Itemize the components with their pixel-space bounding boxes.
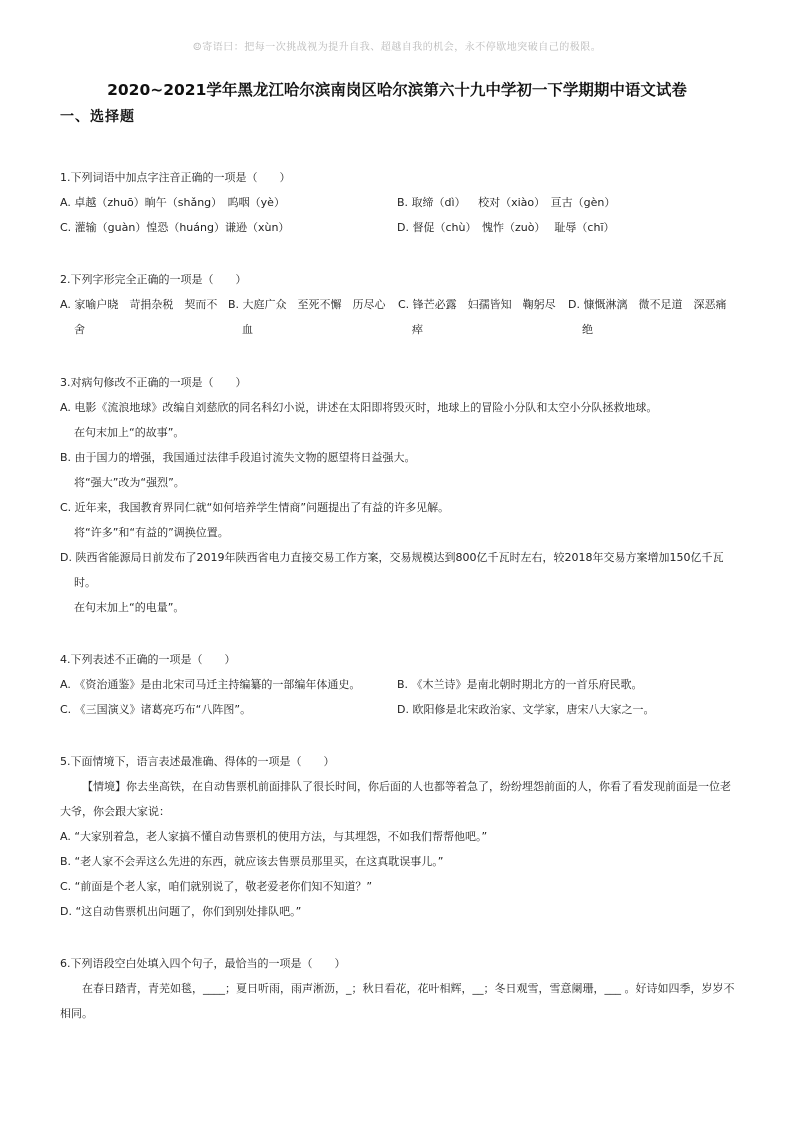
spacer [60,620,740,647]
question-stem: 5.下面情境下，语言表述最准确、得体的一项是（ ） [60,755,335,768]
question-5 [60,749,740,924]
option-c[interactable]: C. “前面是个老人家，咱们就别说了，敬老爱老你们知不知道？” [60,880,373,893]
passage-text: 在春日踏青，青芜如毯，____；夏日听雨，雨声淅沥，_；秋日看花，花叶相辉，__；冬日观雪，雪意阑珊，___ 。好诗如四季，岁岁不相同。 [60,982,735,1020]
situation-text: 【情境】你去坐高铁，在自动售票机前面排队了很长时间，你后面的人也都等着急了，纷纷埋怨前面的人，你看了看发现前面是一位老大爷，你会跟大家说： [60,780,731,818]
question-stem: 3.对病句修改不正确的一项是（ ） [60,376,247,389]
question-stem: 2.下列字形完全正确的一项是（ ） [60,273,247,286]
question-4 [60,647,740,722]
option-a[interactable]: A. 家喻户晓 苛捐杂税 契而不舍 [60,298,218,336]
option-d-fix: 在句末加上“的电量”。 [74,601,185,614]
question-stem: 6.下列语段空白处填入四个句子，最恰当的一项是（ ） [60,957,346,970]
spacer [60,240,740,267]
question-3 [60,370,740,620]
motto: ☺寄语曰：把每一次挑战视为提升自我、超越自我的机会，永不停歇地突破自己的极限。 [192,42,602,53]
option-b[interactable]: B. 《木兰诗》是南北朝时期北方的一首乐府民歌。 [397,678,643,691]
option-d[interactable]: D. 欧阳修是北宋政治家、文学家，唐宋八大家之一。 [397,703,655,716]
spacer [60,342,740,370]
option-c-fix: 将“许多”和“有益的”调换位置。 [74,526,229,539]
option-a[interactable]: A. 《资治通鉴》是由北宋司马迁主持编纂的一部编年体通史。 [60,678,361,691]
option-c[interactable]: C. 灌输（guàn）惶恐（huáng）谦逊（xùn） [60,221,290,234]
option-b[interactable]: B. 取缔（dì） 校对（xiào） 亘古（gèn） [397,196,616,209]
section-heading: 一、选择题 [60,109,135,125]
option-grid [60,292,740,342]
question-1 [60,165,740,240]
page-title: 2020~2021学年黑龙江哈尔滨南岗区哈尔滨第六十九中学初一下学期期中语文试卷 [107,81,687,99]
option-b[interactable]: B. 大庭广众 至死不懈 历尽心血 [228,298,386,336]
option-grid [60,672,740,722]
option-a[interactable]: A. “大家别着急，老人家搞不懂自动售票机的使用方法，与其埋怨，不如我们帮帮他吧。” [60,830,488,843]
spacer [60,722,740,749]
question-stem: 1.下列词语中加点字注音正确的一项是（ ） [60,171,291,184]
option-c[interactable]: C. 《三国演义》诸葛亮巧布“八阵图”。 [60,703,252,716]
option-grid [60,190,740,240]
option-a[interactable]: A. 电影《流浪地球》改编自刘慈欣的同名科幻小说，讲述在太阳即将毁灭时，地球上的冒险小分队和太空小分队拯救地球。 [60,401,658,414]
option-d[interactable]: D. 慷慨淋漓 微不足道 深恶痛绝 [568,298,727,336]
option-d[interactable]: D. 督促（chù） 愧怍（zuò） 耻辱（chī） [397,221,615,234]
option-a-fix: 在句末加上“的故事”。 [74,426,185,439]
option-b[interactable]: B. 由于国力的增强，我国通过法律手段追讨流失文物的愿望将日益强大。 [60,451,416,464]
spacer [60,924,740,951]
question-6 [60,951,740,1026]
question-stem: 4.下列表述不正确的一项是（ ） [60,653,236,666]
option-c[interactable]: C. 锋芒必露 妇孺皆知 鞠躬尽瘁 [398,298,556,336]
option-b-fix: 将“强大”改为“强烈”。 [74,476,185,489]
question-list [60,165,740,1026]
question-2 [60,267,740,342]
option-d[interactable]: D. 陕西省能源局日前发布了2019年陕西省电力直接交易工作方案，交易规模达到800亿千瓦时左右，较2018年交易方案增加150亿千瓦时。 [60,551,724,589]
option-b[interactable]: B. “老人家不会弄这么先进的东西，就应该去售票员那里买，在这真耽误事儿。” [60,855,444,868]
option-c[interactable]: C. 近年来，我国教育界同仁就“如何培养学生情商”问题提出了有益的许多见解。 [60,501,450,514]
option-a[interactable]: A. 卓越（zhuō）晌午（shǎng） 呜咽（yè） [60,196,285,209]
option-d[interactable]: D. “这自动售票机出问题了，你们到别处排队吧。” [60,905,302,918]
